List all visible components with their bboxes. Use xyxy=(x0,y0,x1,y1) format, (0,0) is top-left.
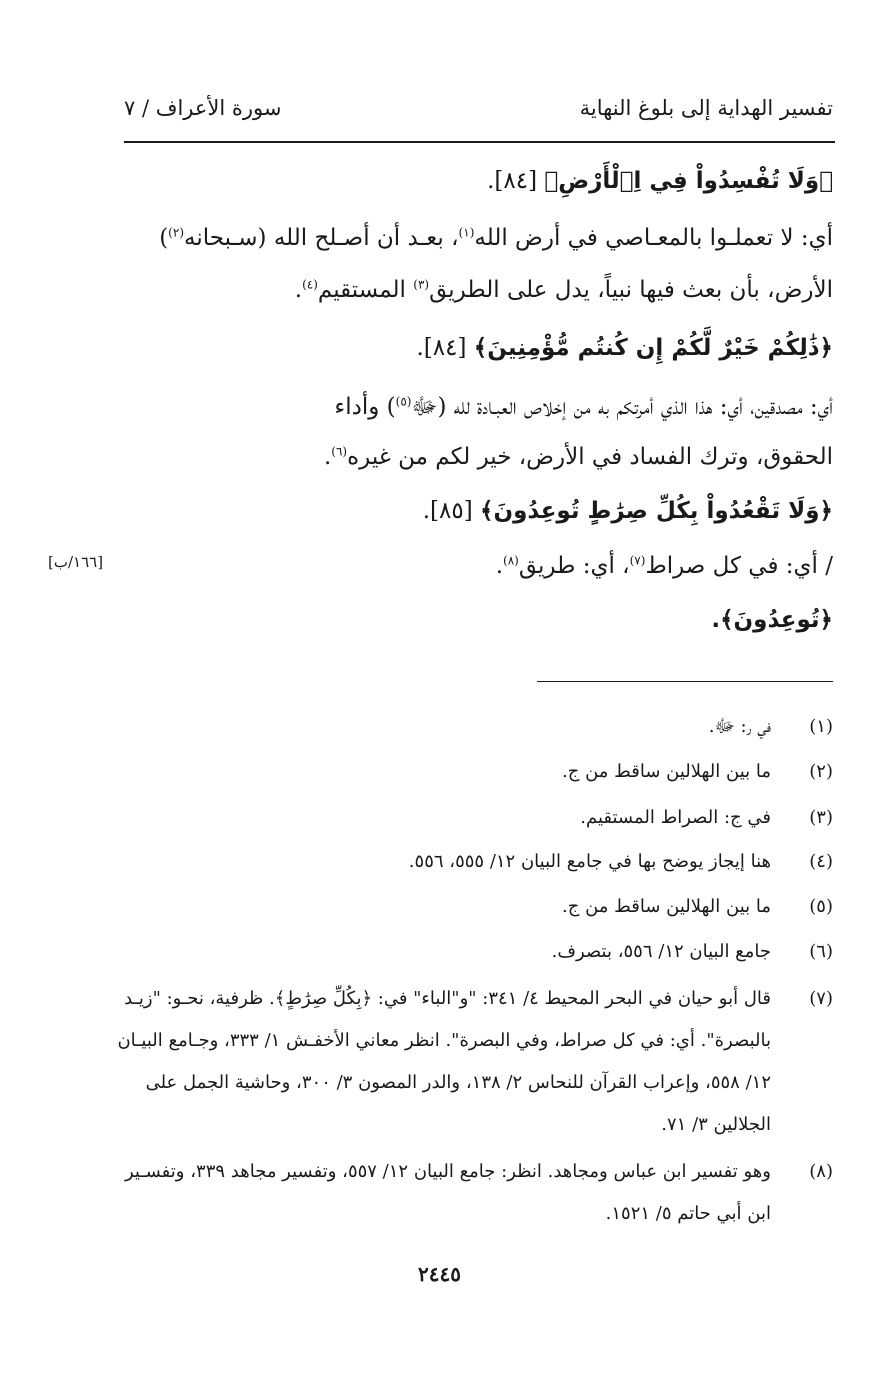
footnote-number: (١) xyxy=(809,716,833,737)
verse-line xyxy=(123,604,833,637)
footnote-marker: (٦) xyxy=(331,444,348,459)
commentary-line xyxy=(123,441,833,474)
commentary-text: الأرض، بأن بعث فيها نبياً، يدل على الطريق xyxy=(429,277,833,303)
commentary-text: ) وأداء xyxy=(334,394,396,420)
footnote-line: بالبصرة". أي: في كل صراط، وفي البصرة". انظر معاني الأخفـش ١/ ٣٣٣، وجـامع البيـان xyxy=(117,1030,771,1051)
footnote-divider xyxy=(537,681,833,682)
footnote-number: (٣) xyxy=(809,807,833,828)
footnote xyxy=(128,931,833,973)
footnote-number: (٤) xyxy=(809,851,833,872)
book-title: تفسير الهداية إلى بلوغ النهاية xyxy=(579,96,833,120)
footnote-number: (٧) xyxy=(809,988,833,1009)
footnote-marker: (٢) xyxy=(168,225,184,240)
surah-title: سورة الأعراف / ٧ xyxy=(124,96,282,120)
footnote-line: ١٢/ ٥٥٨، وإعراب القرآن للنحاس ٢/ ١٣٨، والدر المصون ٣/ ٣٠٠، وحاشية الجمل على xyxy=(145,1072,771,1093)
commentary-text: المستقيم xyxy=(317,277,414,303)
footnote-text xyxy=(128,886,771,928)
verse-line xyxy=(123,165,833,198)
manuscript-folio-marker: [١٦٦/ب] xyxy=(48,553,104,571)
footnote-line: الجلالين ٣/ ٧١. xyxy=(661,1114,771,1135)
verse-reference: [٨٥]. xyxy=(422,498,473,524)
commentary-text: أي: مصدقين، أي: هذا الذي أمرتكم به من إخلاص العبـادة لله (ﷻ xyxy=(411,394,833,420)
commentary-text: أي: لا تعملـوا بالمعـاصي في أرض الله xyxy=(474,225,833,251)
footnote-line: ابن أبي حاتم ٥/ ١٥٢١. xyxy=(605,1203,771,1224)
quran-verse: ﴿وَلَا تَقْعُدُواْ بِكُلِّ صِرَٰطٍ تُوعِدُونَ﴾ xyxy=(480,498,833,524)
footnote-line: قال أبو حيان في البحر المحيط ٤/ ٣٤١: "و"الباء" في: ﴿بِكُلِّ صِرَٰطٍ﴾. ظرفية، نحـو: "زيـد xyxy=(124,988,771,1009)
commentary-text: . xyxy=(495,553,503,579)
footnote xyxy=(128,886,833,928)
header-divider xyxy=(124,141,835,143)
footnote-line: في ر: ﷻ. xyxy=(708,716,771,737)
footnote-marker: (٣) xyxy=(413,277,430,292)
footnote-marker: (٧) xyxy=(629,553,646,568)
footnote-line: جامع البيان ١٢/ ٥٥٦، بتصرف. xyxy=(551,941,771,962)
verse-reference: [٨٤]. xyxy=(416,335,467,361)
footnote-text xyxy=(128,751,771,793)
commentary-text: / أي: في كل صراط xyxy=(645,553,833,579)
footnote-marker: (١) xyxy=(458,225,475,240)
footnote-line: ما بين الهلالين ساقط من ج. xyxy=(562,896,771,917)
footnote-text xyxy=(128,797,771,839)
commentary-line xyxy=(123,550,833,583)
footnote-number: (٥) xyxy=(809,896,833,917)
footnote-text xyxy=(128,841,771,883)
verse-line xyxy=(123,495,833,528)
footnote-text xyxy=(117,978,771,1146)
commentary-text: . xyxy=(294,277,303,303)
quran-verse: ﴿تُوعِدُونَ﴾. xyxy=(711,607,833,633)
footnote-text xyxy=(124,1151,771,1235)
footnote-text xyxy=(128,706,771,748)
footnote-number: (٢) xyxy=(809,761,833,782)
commentary-line xyxy=(123,274,833,307)
quran-verse: ﴿ذَٰلِكُمْ خَيْرٌ لَّكُمْ إِن كُنتُم مُّؤْمِنِينَ﴾ xyxy=(473,335,833,361)
footnote xyxy=(128,706,833,748)
page-number: ٢٤٤٥ xyxy=(418,1262,461,1286)
commentary-line xyxy=(123,222,833,255)
footnote-number: (٦) xyxy=(809,941,833,962)
footnote-text xyxy=(128,931,771,973)
footnote-line: في ج: الصراط المستقيم. xyxy=(580,807,771,828)
commentary-text: ، بعـد أن أصـلح الله (سـبحانه xyxy=(184,225,459,251)
quran-verse: ﴿وَلَا تُفْسِدُواْ فِي اِ۬لْأَرْضِ﴾ xyxy=(544,168,833,194)
footnote xyxy=(128,751,833,793)
commentary-text: . xyxy=(323,444,332,470)
verse-line xyxy=(123,332,833,365)
commentary-text: الحقوق، وترك الفساد في الأرض، خير لكم من غيره xyxy=(347,444,833,470)
footnote xyxy=(124,1151,833,1235)
commentary-text: ، أي: طريق xyxy=(518,553,630,579)
footnote xyxy=(128,797,833,839)
commentary-text: ) xyxy=(159,225,169,251)
footnote-marker: (٥) xyxy=(395,394,412,409)
footnote-number: (٨) xyxy=(809,1161,833,1182)
footnote xyxy=(117,978,833,1146)
commentary-line xyxy=(123,391,833,424)
footnote-line: ما بين الهلالين ساقط من ج. xyxy=(562,761,771,782)
footnote-line: وهو تفسير ابن عباس ومجاهد. انظر: جامع البيان ١٢/ ٥٥٧، وتفسير مجاهد ٣٣٩، وتفسـير xyxy=(124,1161,771,1182)
footnote xyxy=(128,841,833,883)
footnote-line: هنا إيجاز يوضح بها في جامع البيان ١٢/ ٥٥٥، ٥٥٦. xyxy=(408,851,771,872)
footnote-marker: (٨) xyxy=(503,553,519,568)
footnote-marker: (٤) xyxy=(302,277,318,292)
verse-reference: [٨٤]. xyxy=(487,168,538,194)
